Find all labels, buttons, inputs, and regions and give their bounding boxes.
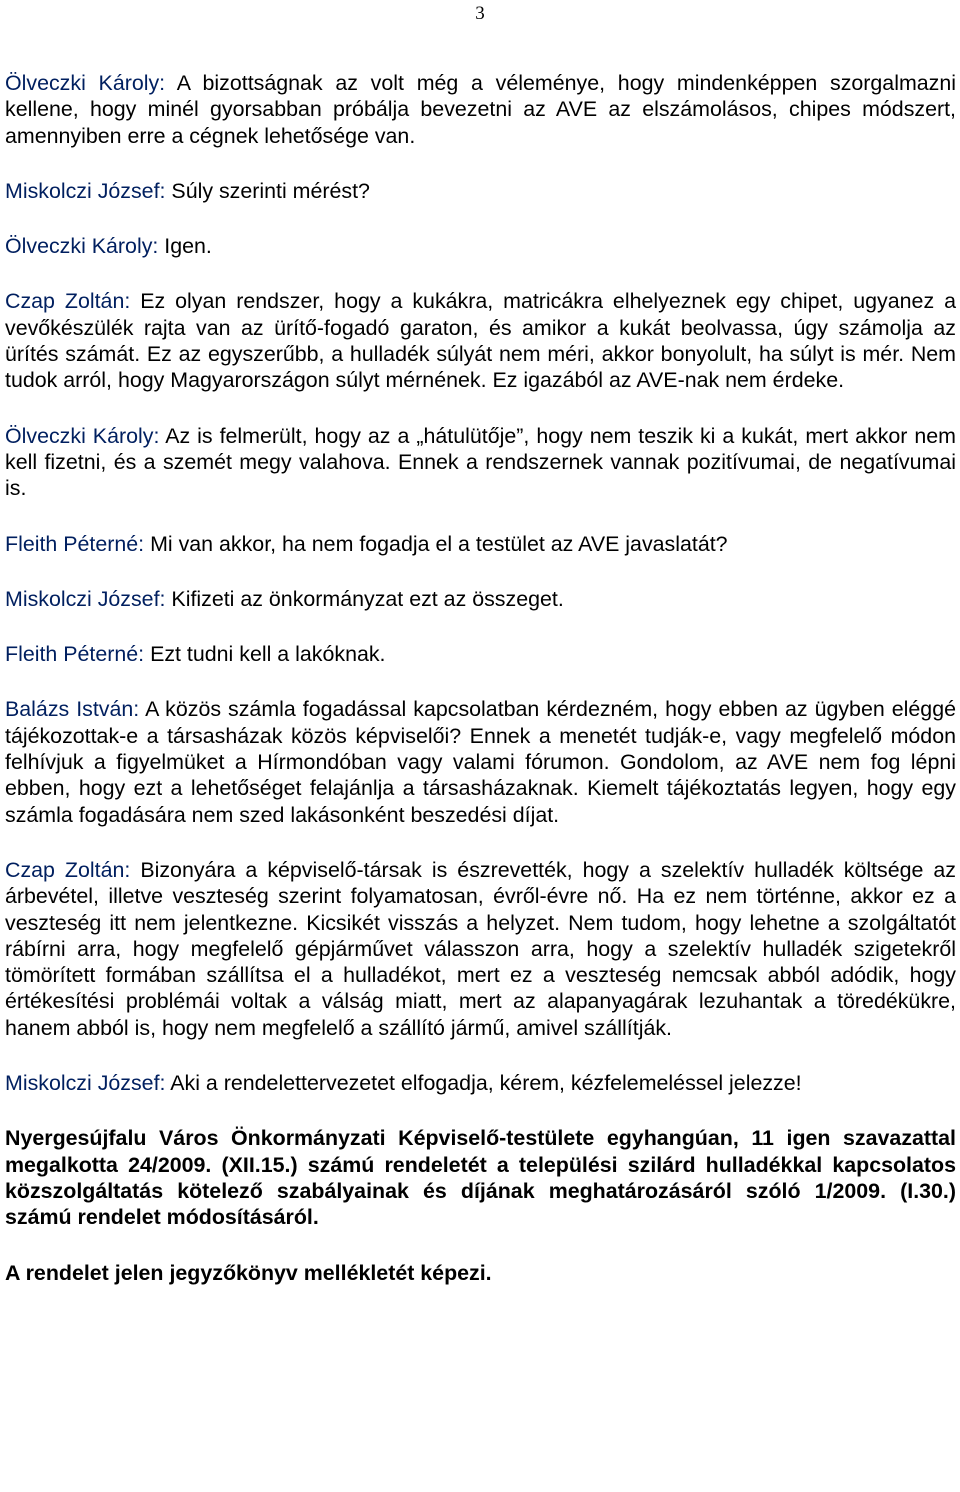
- speaker-name: Fleith Péterné:: [5, 642, 145, 667]
- speaker-name: Miskolczi József:: [5, 586, 166, 611]
- paragraph-fleith-1: [5, 531, 956, 557]
- paragraph-olveczki-2: [5, 233, 956, 259]
- speaker-name: Miskolczi József:: [5, 1071, 166, 1096]
- speech-text: Igen.: [164, 234, 212, 259]
- paragraph-czap-2: [5, 857, 956, 1041]
- speaker-name: Balázs István:: [5, 697, 140, 722]
- speech-text: Az is felmerült, hogy az a „hátulütője”, hogy nem teszik ki a kukát, mert akkor nem kell fizetni, és a szemét megy valahova. Ennek a rendszernek vannak pozitívumai, de negatívumai is.: [5, 423, 957, 501]
- speech-text: Ezt tudni kell a lakóknak.: [150, 642, 386, 667]
- speaker-name: Ölveczki Károly:: [5, 71, 166, 95]
- council-decision: Nyergesújfalu Város Önkormányzati Képviselő-testülete egyhangúan, 11 igen szavazattal megalkotta 24/2009. (XII.15.) számú rendeletét a települési szilárd hulladékkal kapcsolatos közszolgáltatás kötelező szabályainak és díjának meghatározásáról szóló 1/2009. (I.30.) számú rendelet módosításáról.: [5, 1126, 956, 1230]
- speech-text: Bizonyára a képviselő-társak is észrevették, hogy a szelektív hulladék költsége az árbevétel, illetve veszteség szerint folyamatosan, évről-évre nő. Ha ez nem történne, akkor ez a veszteség itt nem jelentkezne. Kicsikét visszás a helyzet. Nem tudom, hogy lehetne a szolgáltatót rábírni arra, hogy megfelelő gépjárművet válasszon arra, hogy a szelektív hulladék szigetekről tömörített formában szállítsa el a hulladékot, mert ez a veszteség nemcsak abból adódik, hogy értékesítési problémái voltak a válság miatt, mert az alapanyagárak lezuhantak a töredékükre, hanem abból is, hogy nem megfelelő a szállító jármű, amivel szállítják.: [5, 857, 956, 1040]
- speaker-name: Ölveczki Károly:: [5, 423, 160, 448]
- speech-text: Mi van akkor, ha nem fogadja el a testület az AVE javaslatát?: [150, 531, 728, 556]
- paragraph-miskolczi-1: [5, 178, 956, 204]
- speech-text: Kifizeti az önkormányzat ezt az összeget.: [171, 586, 564, 611]
- paragraph-olveczki-3: [5, 423, 956, 502]
- speaker-name: Fleith Péterné:: [5, 531, 145, 556]
- speech-text: A bizottságnak az volt még a véleménye, hogy mindenképpen szorgalmazni kellene, hogy minél gyorsabban próbálja bevezetni az AVE az elszámolásos, chipes módszert, amennyiben erre a cégnek lehetősége van.: [5, 71, 957, 148]
- annex-note: A rendelet jelen jegyzőkönyv mellékletét képezi.: [5, 1260, 492, 1285]
- speaker-name: Czap Zoltán:: [5, 289, 131, 314]
- page-number: 3: [475, 3, 485, 24]
- minutes-body: [5, 70, 956, 1286]
- paragraph-miskolczi-2: [5, 586, 956, 612]
- speaker-name: Czap Zoltán:: [5, 857, 131, 882]
- speech-text: Ez olyan rendszer, hogy a kukákra, matricákra elhelyeznek egy chipet, ugyanez a vevőkészülék rajta van az ürítő-fogadó garaton, és amikor a kukát beolvassa, úgy számolja az ürítés számát. Ez az egyszerűbb, a hulladék súlyát nem méri, akkor bonyolult, ha súlyt is mér. Nem tudok arról, hogy Magyarországon súlyt mérnének. Ez igazából az AVE-nak nem érdeke.: [5, 289, 956, 393]
- speaker-name: Miskolczi József:: [5, 178, 166, 203]
- paragraph-miskolczi-3: [5, 1070, 956, 1096]
- paragraph-czap-1: [5, 288, 956, 393]
- paragraph-balazs-1: [5, 696, 956, 827]
- paragraph-olveczki-1: [5, 70, 956, 149]
- speaker-name: Ölveczki Károly:: [5, 234, 159, 259]
- speech-text: Súly szerinti mérést?: [171, 178, 370, 203]
- speech-text: Aki a rendelettervezetet elfogadja, kérem, kézfelemeléssel jelezze!: [170, 1071, 802, 1096]
- speech-text: A közös számla fogadással kapcsolatban kérdezném, hogy ebben az ügyben eléggé tájékozottak-e a társasházak közös képviselői? Ennek a menetét tudják-e, vagy megfelelő módon felhívjuk a figyelmüket a Hírmondóban vagy valami fórumon. Gondolom, az AVE nem fog lépni ebben, hogy ezt a lehetőséget felajánlja a társasházaknak. Kiemelt tájékoztatás legyen, hogy egy számla fogadására nem szed lakásonként beszedési díjat.: [5, 697, 956, 827]
- paragraph-fleith-2: [5, 641, 956, 667]
